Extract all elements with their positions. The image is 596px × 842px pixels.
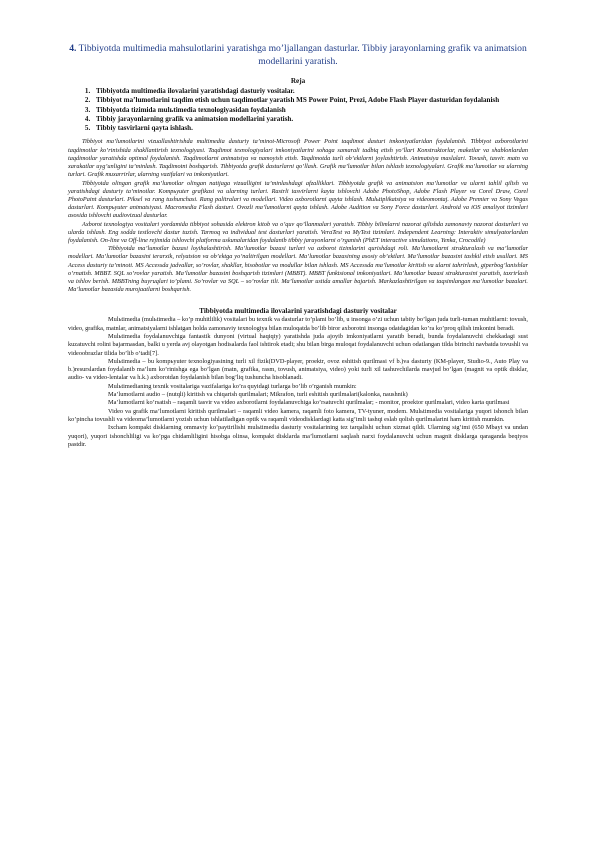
abstract-paragraph: Tibbiyotda ma’lumotlar bazasi loyihalashtirish. Ma’lumotlar bazasi turlari va axborot tizimlarini qurishdagi roli. Ma’lumotlarni strukturalash va ma’lumotlar modellari. Ma’lumotlar bazasini ierarxik, relyatsion va ob’ektga yo’naltirilgan modellari. Ma’lumotlar bazasining asosiy ob’ektlari. Ma’lumotlar bazasini tashkil etish usullari. MS Access dasturiy ta’minoti. MS Accessda jadvallar, so’rovlar, shakllar, hisobotlar va modullar bilan ishlash. MS Accessda ma’lumotlar kiritish va ularni tahrirlash, giperbog’lanishlar o’rnatish. MBBT. SQL so’rovlar yaratish. Ma’lumotlar bazasini boshqarish tizimlari (MBBT). MBBT funktsional imkoniyatlari. Ma’lumotlar bazasi strukturasini yaratish, taxrirlash va ishlov berish. MBBTning buyruqlari to’plami. So’rovlar va SQL – so’rovlar tili. Ma’lumotlar ustida amallar bajarish. Markazlashtirilgan va taqsimlangan ma’lumotlar bazalari. Ma’lumotlar bazasida murojaatlarni boshqarish. [68,245,528,294]
plan-heading: Reja [290,77,306,85]
abstract-paragraph: Tibbiyotda olingan grafik ma’lumotlar olingan natijaga vizualligini ta’minlashdagi afzalliklari. Tibbiyotda grafik va animatsion ma’lumotlar va ularni tahlil qilish va yaratishdagi dasturiy ta’minotlar. Kompьyuter grafikasi va ularning turlari. Rastrli tasvirlarni kayta ishlovchi Adobe PhotoShop, Adobe Flash Player va Corel Draw, Corel PhotoPaint dasturlari. Piksel va rang tushunchasi. Rang palitralari va modellari. Video axborotlarni qayta ishlash. Mulьtiplikatsiya va videomontaj. Adobe Premier va Sony Vegas dasturlari. Kompьyuter animatsiyasi. Macromedia Flash dasturi. Ovozli ma’lumotlarni qayta ishlash. Adobe Audition va Sony Force dasturlari. Android va iOS amaliyot tizimlari asosida ishlovchi audiovizual dasturlar. [68,179,528,220]
plan-item: 4. Tibbiy jarayonlarning grafik va animatsion modellarini yaratish. [92,115,528,124]
body-paragraph: Mulьtimedianing texnik vositalariga vazifalariga ko’ra quyidagi turlarga bo’lib o’rganish mumkin: [108,382,357,390]
title-text: Tibbiyotda multimedia mahsulotlarini yaratishga mo’ljallangan dasturlar. Tibbiy jarayonlarning grafik va animatsion modellarini yaratish. [78,43,527,67]
document-page [68,42,528,449]
abstract-paragraph: Axborot texnologiya vositalari yordamida tibbiyot sohasida elektron kitob va o’quv qo’llanmalari yaratish. Tibbiy bilimlarni nazorat qilishda zamonaviy nazorat dasturlari va ularda ishlash. Eng sodda testlovchi dastur tuzish. Tarmoq va individual test dasturlari yaratish. VeraTest va MyTest tizimlari. Independent Learning: Interaktiv simulyatorlardan foydalanish. On-line va Off-line rejimida ishlovchi platforma uskunalaridan foydalanib tibbiy jarayonlarni o’rganish (PhET interactive simulations, Yenka, Crocodile) [68,220,528,244]
abstract [68,138,528,294]
plan-item: 5. Tibbiy tasvirlarni qayta ishlash. [92,124,528,133]
body-paragraph: Ma’lumotlarni audio – (nutqli) kiritish va chiqarish qurilmalari; Mikrafon, turli eshitish qurilmalari(kalonka, naushnik) [108,391,408,399]
body-paragraph: Ma’lumotlarni ko’rsatish – raqamli tasvir va video axborotlarni foydalanuvchiga ko’rsatuvchi qurilmalar; - monitor, proektor qurilmalari, video karta qurilmasi [108,399,510,407]
section-heading: Tibbiyotda multimedia ilovalarini yaratishdagi dasturiy vositalar [199,307,397,316]
abstract-paragraph: Tibbiyot ma’lumotlarini vizuallashtirishda multimedia dasturiy ta’minot-Microsoft Power Point taqdimot dasturi imkoniyatlaridan foydalanish. Tibbiyot axborotlarini taqdimotlar ko’rinishida shakllantirish texnologiyasi. Taqdimot texnologiyalari imkoniyatlarini sohaga samarali tadbiq etish yo’llari Konstruktorlar, maketlar va shablonlardan taqdimotlar yaratishda optimal foydalanish. Taqdimotlarni animatsiya va namoyish etish. Taqdimotda turli ob’ektlarni joylashtirish. Animatsiya maslalari. Tovush, tasvir. matn va xarakatlar uyg’unligini ta’minlash. Taqdimotni boshqarish. Tibbiyotda grafik dasturlarni qo’llash. Grafik ma’lumotlar bilan ishlash texnologiyalari. Grafik ma’lumotlar va ularning turlari. Grafik muxarrirlar, ularning vazifalari va imkoniyatlari. [68,138,528,179]
plan-item: 1. Tibbiyotda multimedia ilovalarini yaratishdagi dasturiy vositalar. [92,87,528,96]
body-paragraph: Video va grafik ma’lumotlarni kiritish qurilmalari – raqamli video kamera, raqamli foto kamera, TV-tyuner, modem. Mulьtimedia vositalariga yuqori ishonch bilan ko’pincha tovushli va videoma’lumotlarni yozish uchun ishlatiladigan optik va raqamli videodisklardagi katta sig’imli tashqi eslab qolish qurilmalarini ham kiritish mumkin. [68,407,528,423]
page-title [68,42,528,68]
plan-list [68,87,528,133]
plan-item: 3. Tibbiyotda tizimida mulьtimedia texnologiyasidan foydalanish [92,106,528,115]
body-paragraph: Ixcham kompakt disklarning ommaviy ko’paytirilishi mulьtimedia dasturiy vositalarining tez tarqalishi uchun xizmat qildi. Ularning sig’imi (650 Mbayt va undan yuqori), yuqori ishonchliligi va ko’pga chidamliligini hisobga olinsa, kompakt disklarda ma’lumotlarni saqlash narxi foydalanuvchi uchun magnit disklarga qaraganda beqiyos pastdir. [68,424,528,448]
body-paragraph: Mulьtimedia foydalanuvchiga fantastik dunyoni (virtual haqiqiy) yaratishda juda ajoyib imkoniyatlarni yaratib beradi, bunda foydalanuvchi chekkadagi sust kuzatuvchi rolini bajarmasdan, balki u yerda avj olayotgan hodisalarda faol ishtirok etadi; shu bilan birga muloqat foydalanuvchi uchun odatlangan tilda birinchi navbatda tovushli va videoobrazlar tilida bo’lib o’tadi[7]. [68,332,528,357]
section-body [68,316,528,449]
body-paragraph: Mulьtimedia (mulьtimedia – ko’p muhitlilik) vositalari bu texnik va dasturlar to’plami bo’lib, u insonga o’zi uchun tabiiy bo’lgan juda turli-tuman muhitlarni: tovush, video, grafika, matnlar, animatsiyalarni ishlatgan holda zamonaviy texnologiya bilan muloqatda bo’lib biror axborotni insonga odatdagidan ko’ra ko’proq qilish imkonini beradi. [68,316,528,332]
body-paragraph: Mulьtimedia – bu kompьyuter texnologiyasining turli xil fizik(DVD-player, proektr, ovoz eshitish qurilmasi vf b.)va dasturiy (KM-player, Studio-9., Auto Play va b.)resurslardan foydalanib ma’lum ko’rinishga ega bo’lgan (matn, grafika, rasm, tovush, animatsiya, video) yoki turli xil tashuvchilarda mavjud bo’lgan (magnit va optik disklar, audio- va video-lentalar va h.k.) axborotdan foydalanish bilan bog’liq tushuncha hisoblanadi. [68,357,528,382]
plan-item: 2. Tibbiyot ma’lumotlarini taqdim etish uchun taqdimotlar yaratish MS Power Point, Prezi, Adobe Flash Player dasturidan foydalanish [92,96,528,105]
title-number: 4. [69,43,77,54]
